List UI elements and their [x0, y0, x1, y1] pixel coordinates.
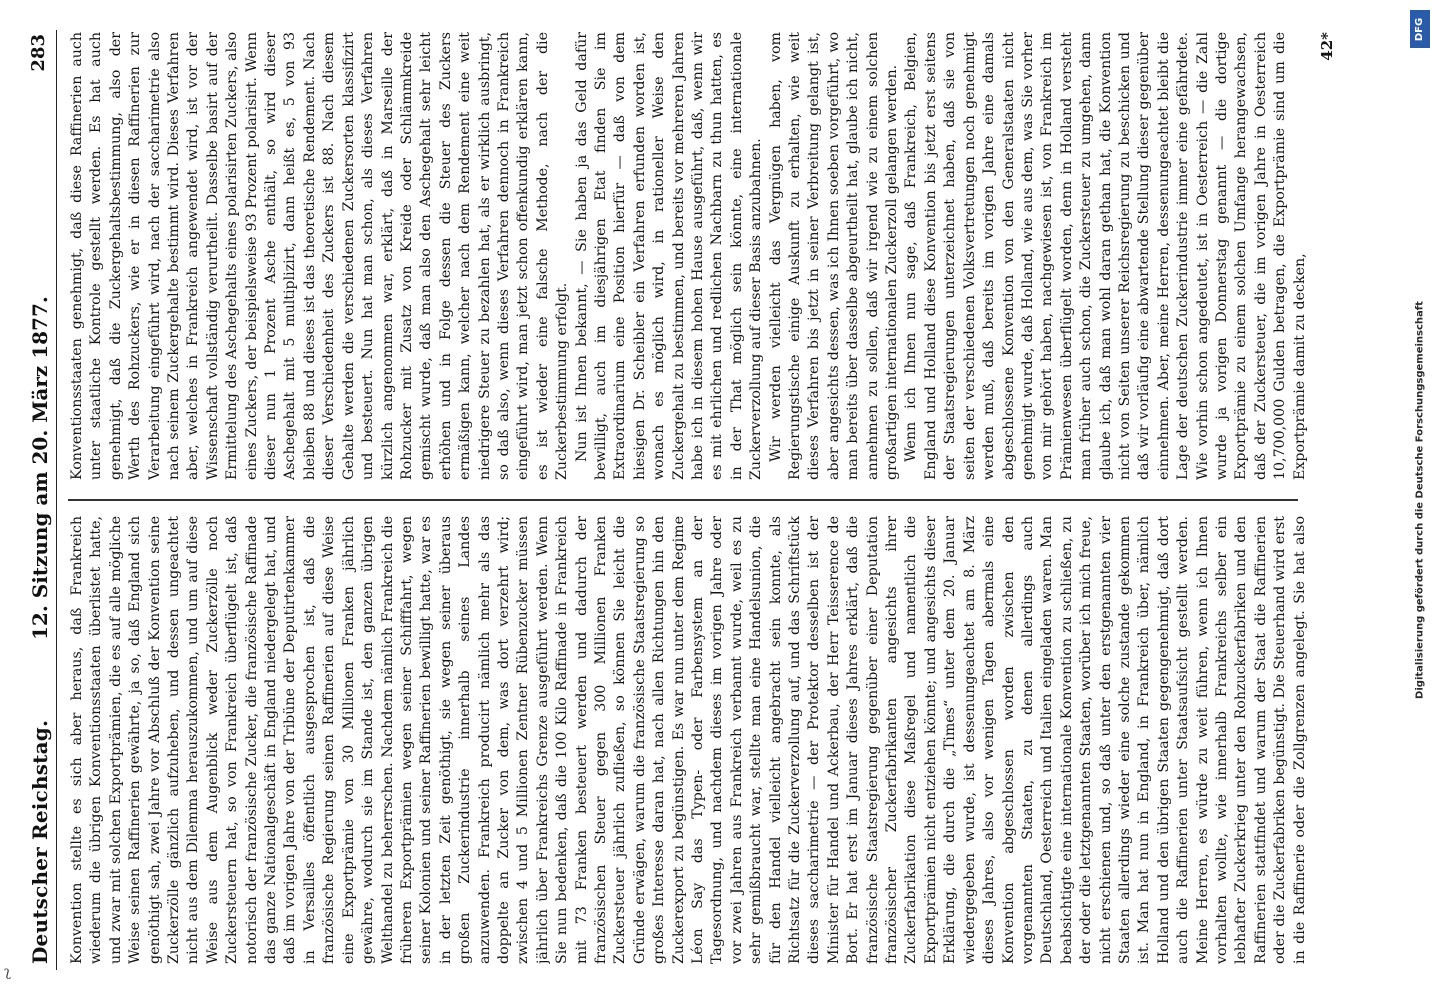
column-divider [68, 500, 1298, 502]
right-paragraph-2: Nun ist Ihnen bekannt, — Sie haben ja das Geld dafür bewilligt, auch im diesjährigen Etat finden Sie im Extraordinarium eine Position hierfür — daß von dem hiesigen Dr. Scheibler ein Verfahren erfunden worden ist, wonach es möglich wird, in rationeller Weise den Zuckergehalt zu bestimmen, und bereits vor mehreren Jahren habe ich in diesem hohen Hause ausgeführt, daß, wenn wir es mit ehrlichen und redlichen Nachbarn zu thun hatten, es in der That möglich sein könnte, eine internationale Zuckerverzollung auf dieser Basis anzubahnen. [573, 32, 765, 480]
right-paragraph-1: Konventionsstaaten genehmigt, daß diese Raffinerien auch unter staatliche Kontrole gestellt werden. Es hat auch genehmigt, daß die Zuckergehaltsbestimmung, also der Werth des Rohzuckers, wie er in diesen Raffinerien zur Verarbeitung eingeführt wird, nach der saccharimetrie also nach seinem Zuckergehalte bestimmt wird. Dieses Verfahren aber, welches in Frankreich angewendet wird, ist vor der Wissenschaft vollständig verurtheilt. Dasselbe basirt auf der Ermittelung des Aschegehalts eines polarisirten Zuckers, also eines Zuckers, der beispielsweise 93 Prozent polarisirt. Wenn dieser nun 1 Prozent Asche enthält, so wird dieser Aschegehalt mit 5 multiplizirt, dann heißt es, 5 von 93 bleiben 88 und dieses ist das theoretische Rendement. Nach dieser Verschiedenheit des Zuckers ist 88. Nach diesem Gehalte werden die verschiedenen Zuckersorten klassifizirt und besteuert. Nun hat man schon, als dieses Verfahren kürzlich angenommen war, erklärt, daß in Marseille der Rohzucker mit Zusatz von Kreide oder Schlämmkreide gemischt wurde, daß man also den Aschegehalt sehr leicht erhöhen und in Folge dessen die Steuer des Zuckers ermäßigen kann, welcher nach dem Rendement eine weit niedrigere Steuer zu bezahlen hat, als er wirklich ausbringt, so daß also, wenn dieses Verfahren dennoch in Frankreich eingeführt wird, man jetzt schon offenkundig erklären kann, es ist wieder eine falsche Methode, nach der die Zuckerbestimmung erfolgt. [69, 32, 571, 480]
scan-edge-mark: ʅ [4, 964, 11, 980]
right-paragraph-3: Wir werden vielleicht das Vergnügen haben, vom Regierungstische einige Auskunft zu erhalten, wie weit dieses Verfahren bis jetzt in seiner Verbreitung gelangt ist, aber angesichts dessen, was ich Ihnen soeben vorgeführt, wo man bereits über dasselbe abgeurtheilt hat, glaube ich nicht, annehmen zu sollen, daß wir irgend wie zu einem solchen großartigen internationalen Zuckerzoll gelangen werden. [767, 32, 901, 480]
left-column [68, 516, 1308, 964]
header-title: Deutscher Reichstag. [28, 719, 52, 964]
page-number: 283 [28, 34, 49, 72]
right-paragraph-4: Wenn ich Ihnen nun sage, daß Frankreich, Belgien, England und Holland diese Konvention bis jetzt erst seitens der Staatsregierungen unterzeichnet haben, daß sie von seiten der verschiedenen Volksvertretungen noch genehmigt werden muß, daß bereits im vorigen Jahre eine damals abgeschlossene Konvention von den Generalstaaten nicht genehmigt wurde, daß Holland, wie aus dem, was Sie vorher von mir gehört haben, nachgewiesen ist, von Frankreich im Prämienwesen überflügelt worden, denn in Holland versteht man früher auch schon, die Zuckersteuer zu umgehen, dann glaube ich, daß man wohl daran gethan hat, die Konvention nicht von Seiten unserer Reichsregierung zu beschicken und daß wir vorläufig eine abwartende Stellung dieser gegenüber einnehmen. Aber, meine Herren, dessenungeachtet bleibt die Lage der deutschen Zuckerindustrie immer eine gefährdete. Wie vorhin schon angedeutet, ist in Oesterreich — die Zahl wurde ja vorigen Donnerstag genannt — die dortige Exportprämie zu einem solchen Umfange herangewachsen, daß der Zuckersteuer, die im vorigen Jahre in Oesterreich 10,700,000 Gulden betragen, die Exportprämie sind um die Exportprämie damit zu decken, [903, 32, 1308, 480]
left-paragraph-1: Konvention stellte es sich aber heraus, daß Frankreich wiederum die übrigen Konventionsstaaten überlistet hatte, und zwar mit solchen Exportprämien, die es auf alle mögliche Weise seinen Raffinerien gewährte, ja so, daß England sich genöthigt sah, zwei Jahre vor Abschluß der Konvention seine Zuckerzölle gänzlich aufzuheben, und dessen ungeachtet nicht aus dem Dilemma herauszukommen, und um auf diese Weise aus dem Augenblick weder Zuckerzölle noch Zuckersteuern hat, so von Frankreich überflügelt ist, daß notorisch der französische Zucker, die französische Raffinade das ganze Nationalgeschäft in England niedergelegt hat, und daß im vorigen Jahre von der Tribüne der Deputirtenkammer in Versailles öffentlich ausgesprochen ist, daß die französische Regierung seinen Raffinerien auf diese Weise eine Exportprämie von 30 Millionen Franken jährlich gewähre, wodurch sie im Stande ist, den ganzen übrigen Welthandel zu beherrschen. Nachdem nämlich Frankreich die früheren Exportprämien wegen seiner Schifffahrt, wegen seiner Kolonien und seiner Raffinerien bewilligt hatte, war es in der letzten Zeit genöthigt, sie wegen seiner überaus großen Zuckerindustrie innerhalb seines Landes anzuwenden. Frankreich producirt nämlich mehr als das doppelte an Zucker von dem, was dort verzehrt wird; zwischen 4 und 5 Millionen Zentner Rübenzucker müssen jährlich über Frankreichs Grenze ausgeführt werden. Wenn Sie nun bedenken, daß die 100 Kilo Raffinade in Frankreich mit 73 Franken besteuert werden und dadurch der französischen Steuer gegen 300 Millionen Franken Zuckersteuer jährlich zufließen, so können Sie leicht die Gründe erwägen, warum die französische Staatsregierung so großes Interesse daran hat, nach allen Richtungen hin den Zuckerexport zu begünstigen. Es war nun unter dem Regime Léon Say das Typen- oder Farbensystem an der Tagesordnung, und nachdem dieses im vorigen Jahre oder vor zwei Jahren aus Frankreich verbannt wurde, weil es zu sehr gemißbraucht war, stellte man eine Handelsunion, die für den Handel vielleicht angebracht sein konnte, als Richtsatz für die Zuckerverzollung auf, und das Schriftstück dieses saccharimetrie — der Protektor desselben ist der Minister für Handel und Ackerbau, der Herr Teisserence de Bort. Er hat erst im Januar dieses Jahres erklärt, daß die französische Staatsregierung gegenüber einer Deputation französischer Zuckerfabrikanten angesichts ihrer Zuckerfabrikation diese Maßregel und namentlich die Exportprämien nicht entziehen könnte; und angesichts dieser Erklärung, die durch die „Times“ unter dem 20. Januar wiedergegeben wurde, ist dessenungeachtet am 8. März dieses Jahres, also vor wenigen Tagen abermals eine Konvention abgeschlossen worden zwischen den vorgenannten Staaten, zu denen allerdings auch Deutschland, Oesterreich und Italien eingeladen waren. Man beabsichtigte eine internationale Konvention zu schließen, zu der oder die letztgenannten Staaten, worüber ich mich freue, nicht erschienen und, so daß unter den erstgenannten vier Staaten allerdings wieder eine solche zustande gekommen ist. Man hat nun in England, in Frankreich über, nämlich Holland und den übrigen Staaten gegengenehmigt, daß dort auch die Raffinerien unter Staatsaufsicht gestellt werden. Meine Herren, es würde zu weit führen, wenn ich Ihnen vorhalten wollte, wie innerhalb Frankreichs selber ein lebhafter Zuckerkrieg unter den Rohzuckerfabriken und den Raffinerien stattfindet und warum der Staat die Raffinerien oder die Zuckerfabriken begünstigt. Die Steuerhand wird erst in die Raffinerie oder die Zollgrenzen angelegt. Sie hat also [69, 516, 1308, 964]
right-column [68, 32, 1308, 480]
page-header [22, 30, 57, 970]
dfg-logo-text: DFG [1414, 17, 1426, 41]
dfg-logo [1410, 10, 1430, 48]
header-session: 12. Sitzung am 20. März 1877. [28, 296, 52, 640]
dfg-notice: Digitalisierung gefördert durch die Deutsche Forschungsgemeinschaft [1414, 301, 1426, 699]
signature-mark: 42* [1318, 32, 1336, 61]
